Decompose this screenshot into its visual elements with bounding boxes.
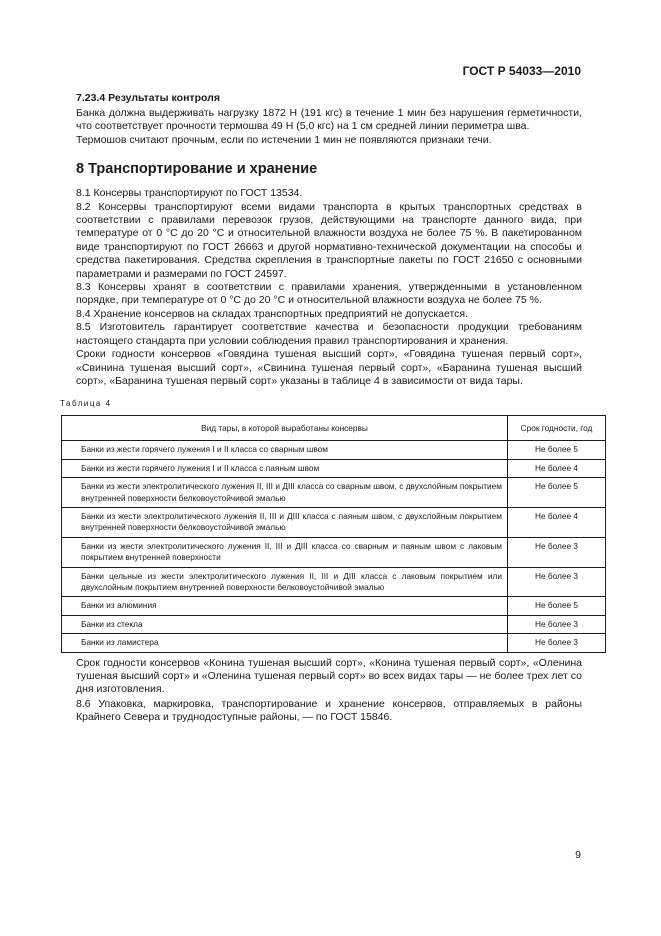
table-row bbox=[62, 459, 606, 477]
paragraph: 8.1 Консервы транспортируют по ГОСТ 13534. bbox=[76, 187, 303, 200]
container-type-cell: Банки из жести горячего лужения I и II класса с паяным швом bbox=[62, 459, 508, 477]
page-number: 9 bbox=[575, 849, 581, 861]
container-type-cell: Банки из жести электролитического лужения II, III и ДIII класса с паяным швом, с двухслойным покрытием внутренней поверхности белковоустойчивой эмалью bbox=[62, 507, 508, 537]
shelf-life-cell: Не более 5 bbox=[508, 441, 606, 459]
page-content bbox=[60, 92, 593, 725]
table-row bbox=[62, 634, 606, 652]
column-header-shelf-life: Срок годности, год bbox=[508, 416, 606, 441]
table-row bbox=[62, 597, 606, 615]
table-row bbox=[62, 441, 606, 459]
container-type-cell: Банки из ламистера bbox=[62, 634, 508, 652]
container-type-cell: Банки из жести электролитического лужения II, III и ДIII класса со сварным и паяным швом с лаковым покрытием внутренней поверхности bbox=[62, 537, 508, 567]
table-caption: Таблица 4 bbox=[60, 399, 112, 409]
shelf-life-cell: Не более 5 bbox=[508, 597, 606, 615]
container-type-cell: Банки из стекла bbox=[62, 615, 508, 633]
container-type-cell: Банки из жести горячего лужения I и II класса со сварным швом bbox=[62, 441, 508, 459]
table-header-row bbox=[62, 416, 606, 441]
document-code: ГОСТ Р 54033—2010 bbox=[462, 64, 581, 78]
paragraph: 8.5 Изготовитель гарантирует соответствие качества и безопасности продукции требованиям настоящего стандарта при условии соблюдения правил транспортирования и хранения. bbox=[76, 321, 582, 347]
shelf-life-cell: Не более 3 bbox=[508, 615, 606, 633]
shelf-life-cell: Не более 3 bbox=[508, 537, 606, 567]
container-type-cell: Банки из жести электролитического лужения II, III и ДIII класса со сварным швом, с двухслойным покрытием внутренней поверхности белковоустойчивой эмалью bbox=[62, 478, 508, 508]
section-heading: 8 Транспортирование и хранение bbox=[76, 161, 318, 178]
paragraph: 8.6 Упаковка, маркировка, транспортирование и хранение консервов, отправляемых в районы Крайнего Севера и труднодоступные районы, — по ГОСТ 15846. bbox=[76, 697, 582, 724]
paragraph: 8.4 Хранение консервов на складах транспортных предприятий не допускается. bbox=[76, 307, 469, 320]
shelf-life-table bbox=[61, 415, 606, 652]
shelf-life-cell: Не более 3 bbox=[508, 567, 606, 597]
shelf-life-cell: Не более 4 bbox=[508, 507, 606, 537]
shelf-life-cell: Не более 5 bbox=[508, 478, 606, 508]
shelf-life-cell: Не более 4 bbox=[508, 459, 606, 477]
paragraph: Банка должна выдерживать нагрузку 1872 Н (191 кгс) в течение 1 мин без нарушения герметичности, что соответствует прочности термошва 49 Н (5,0 кгс) на 1 см средней линии периметра шва. bbox=[76, 107, 582, 133]
table-row bbox=[62, 537, 606, 567]
paragraph: Сроки годности консервов «Говядина тушеная высший сорт», «Говядина тушеная первый сорт», «Свинина тушеная высший сорт», «Свинина тушеная первый сорт», «Баранина тушеная высший сорт», «Баранина тушеная первый сорт» указаны в таблице 4 в зависимости от вида тары. bbox=[76, 348, 582, 387]
container-type-cell: Банки из алюминия bbox=[62, 597, 508, 615]
table-row bbox=[62, 478, 606, 508]
paragraph: Срок годности консервов «Конина тушеная высший сорт», «Конина тушеная первый сорт», «Оленина тушеная высший сорт» и «Оленина тушеная первый сорт» во всех видах тары — не более трех лет со дня изготовления. bbox=[76, 656, 582, 696]
column-header-container-type: Вид тары, в которой выработаны консервы bbox=[62, 416, 508, 441]
table-row bbox=[62, 567, 606, 597]
table-row bbox=[62, 507, 606, 537]
paragraph: Термошов считают прочным, если по истечении 1 мин не появляются признаки течи. bbox=[76, 133, 492, 146]
paragraph: 8.2 Консервы транспортируют всеми видами транспорта в крытых транспортных средствах в соответствии с правилами перевозок грузов, действующими на транспорте данного вида, при температуре от 0 °С до 20 °С и относительной влажности воздуха не более 75 %. В пакетированном виде транспортируют по ГОСТ 26663 и другой нормативно-технической документации на способы и средства пакетирования. Средства скрепления в транспортные пакеты по ГОСТ 21650 с основными параметрами и размерами по ГОСТ 24597. bbox=[76, 200, 582, 280]
paragraph: 8.3 Консервы хранят в соответствии с правилами хранения, утвержденными в установленном порядке, при температуре от 0 °С до 20 °С и относительной влажности воздуха не более 75 %. bbox=[76, 281, 582, 307]
table-row bbox=[62, 615, 606, 633]
container-type-cell: Банки цельные из жести электролитического лужения II, III и ДIII класса с лаковым покрытием или двухслойным покрытием внутренней поверхности белковоустойчивой эмалью bbox=[62, 567, 508, 597]
shelf-life-cell: Не более 3 bbox=[508, 634, 606, 652]
subsection-heading: 7.23.4 Результаты контроля bbox=[76, 92, 220, 104]
